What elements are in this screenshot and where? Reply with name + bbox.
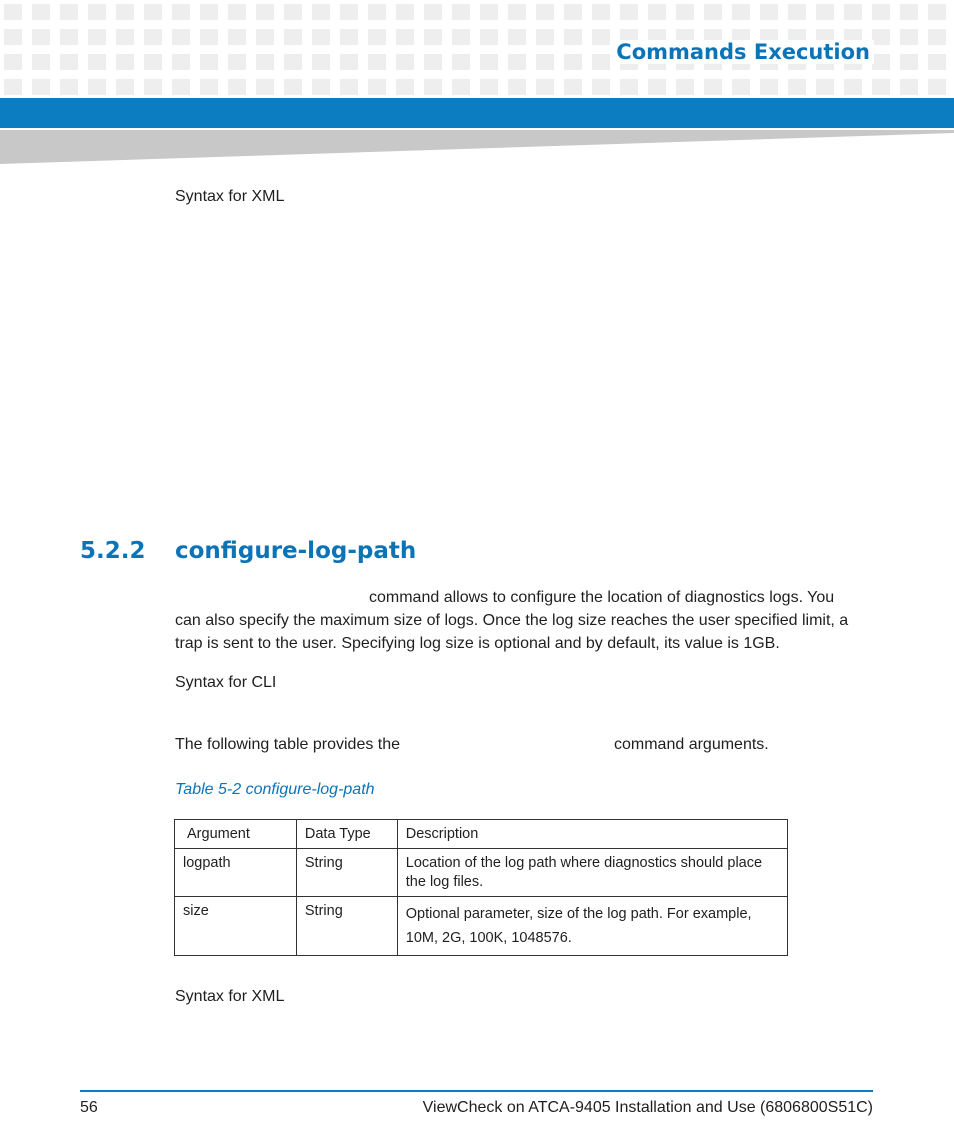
table-header-description: Description bbox=[397, 820, 787, 849]
table-caption: Table 5-2 configure-log-path bbox=[175, 781, 375, 798]
header-gray-wedge bbox=[0, 130, 954, 164]
intro-line-2: can also specify the maximum size of logs. Once the log size reaches the user specified limit, a bbox=[175, 612, 849, 629]
syntax-xml-label-bottom: Syntax for XML bbox=[175, 988, 285, 1005]
intro-line-1: command allows to configure the location of diagnostics logs. You bbox=[369, 589, 835, 606]
table-cell-description: Location of the log path where diagnostics should place the log files. bbox=[397, 849, 787, 897]
table-cell-data-type: String bbox=[296, 849, 397, 897]
syntax-cli-label: Syntax for CLI bbox=[175, 674, 277, 691]
table-row bbox=[175, 897, 788, 956]
table-header-data-type: Data Type bbox=[296, 820, 397, 849]
table-cell-description: Optional parameter, size of the log path. For example, 10M, 2G, 100K, 1048576. bbox=[397, 897, 787, 956]
table-row bbox=[175, 849, 788, 897]
table-header-argument: Argument bbox=[175, 820, 297, 849]
syntax-xml-label-top: Syntax for XML bbox=[175, 188, 285, 205]
section-title: configure-log-path bbox=[175, 538, 417, 564]
table-cell-argument: size bbox=[175, 897, 297, 956]
table-intro-right: command arguments. bbox=[614, 736, 769, 753]
page-number: 56 bbox=[80, 1099, 98, 1116]
header-title: Commands Execution bbox=[612, 40, 874, 64]
section-number: 5.2.2 bbox=[80, 538, 146, 564]
table-intro-left: The following table provides the bbox=[175, 736, 401, 753]
table-header-row bbox=[175, 820, 788, 849]
table-cell-argument: logpath bbox=[175, 849, 297, 897]
header-blue-band bbox=[0, 98, 954, 128]
footer-rule bbox=[80, 1090, 873, 1092]
table-cell-data-type: String bbox=[296, 897, 397, 956]
footer-doc-title: ViewCheck on ATCA-9405 Installation and Use (6806800S51C) bbox=[422, 1099, 873, 1116]
intro-line-3: trap is sent to the user. Specifying log size is optional and by default, its value is 1GB. bbox=[175, 635, 780, 652]
arguments-table bbox=[174, 819, 788, 956]
